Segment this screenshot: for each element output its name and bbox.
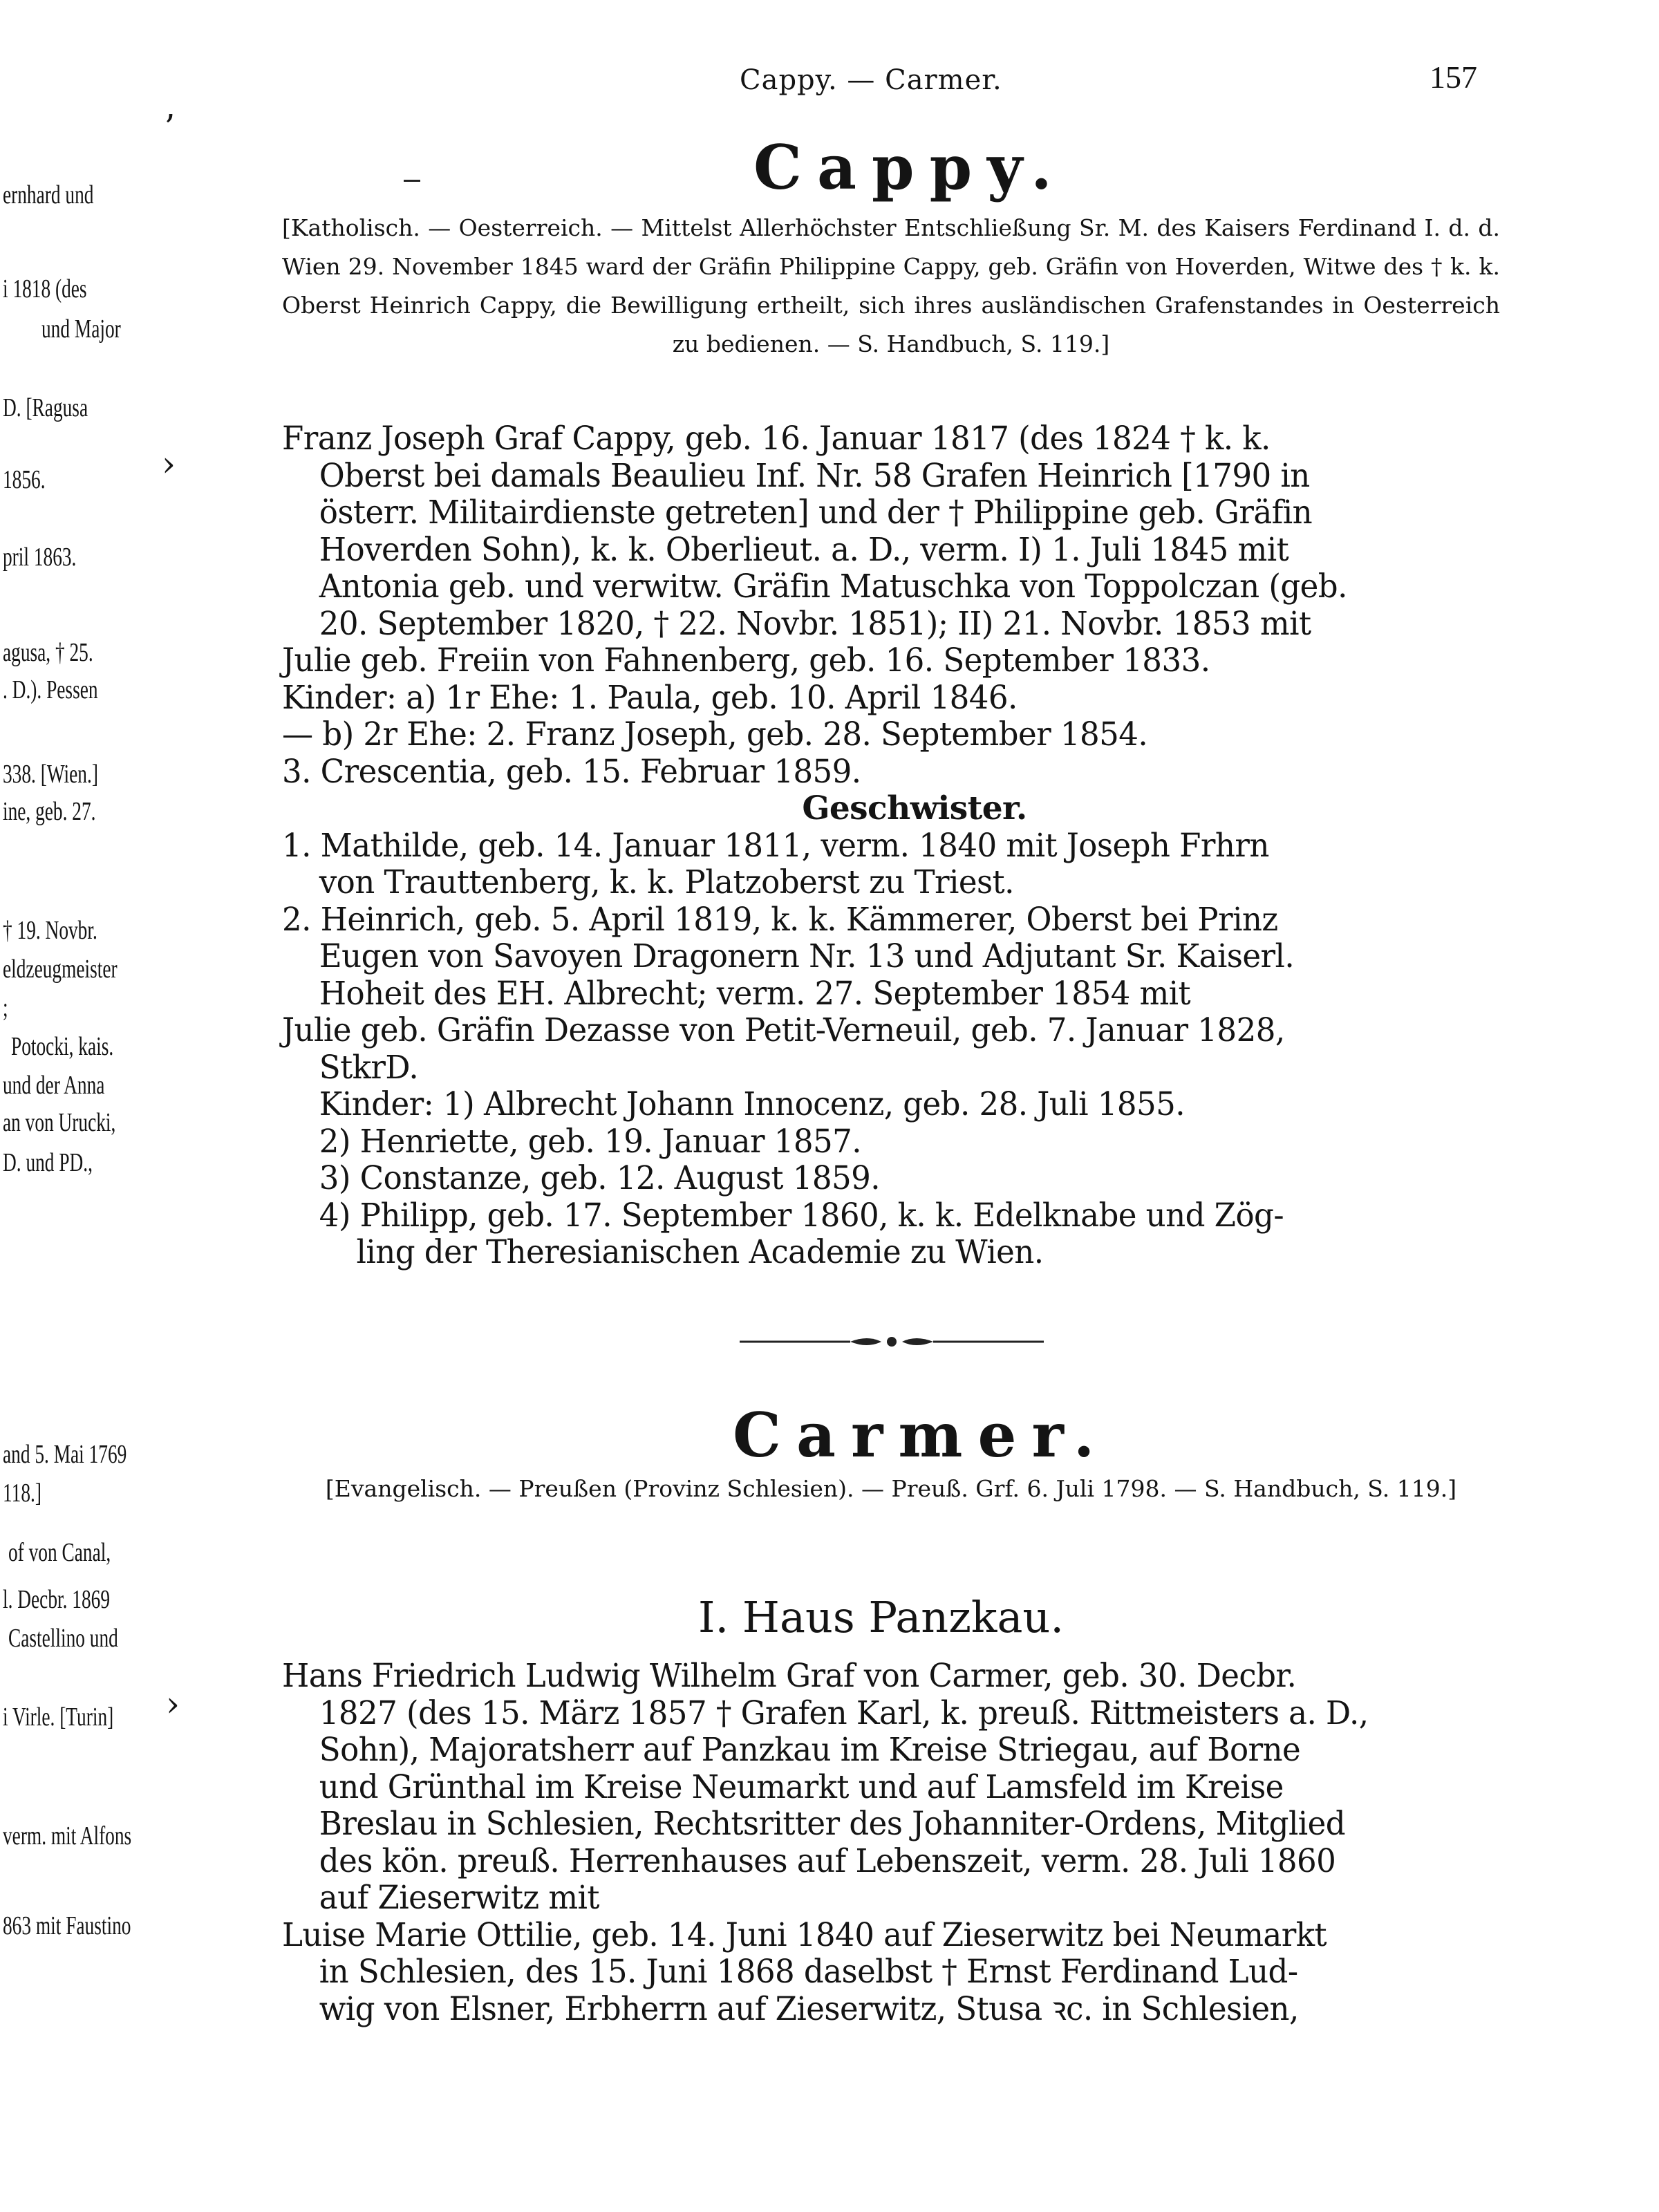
entry-line: Julie geb. Gräfin Dezasse von Petit-Verneuil, geb. 7. Januar 1828, — [282, 1011, 1285, 1049]
margin-fragment: . D.). Pessen — [3, 675, 98, 704]
margin-fragment: eldzeugmeister — [3, 955, 118, 984]
margin-fragment: D. [Ragusa — [3, 393, 88, 422]
house-heading: I. Haus Panzkau. — [698, 1592, 1065, 1642]
entry-line: des kön. preuß. Herrenhauses auf Lebenszeit, verm. 28. Juli 1860 — [319, 1841, 1336, 1880]
entry-line: ling der Theresianischen Academie zu Wien. — [356, 1233, 1044, 1271]
section-heading-geschwister: Geschwister. — [802, 789, 1027, 827]
margin-fragment: Castellino und — [8, 1624, 118, 1653]
margin-fragment: ernhard und — [3, 180, 94, 209]
entry-line: wig von Elsner, Erbherrn auf Zieserwitz, Stusa ꝛc. in Schlesien, — [319, 1989, 1299, 2028]
cappy-notice: [Katholisch. — Oesterreich. — Mittelst Allerhöchster Entschließung Sr. M. des Kaisers Ferdinand I. d. d. Wien 29. November 1845 ward der Gräfin Philippine Cappy, geb. Gräfin von Hoverden, Witwe des † k. k. Oberst Heinrich Cappy, die Bewilligung ertheilt, sich ihres ausländischen Grafenstandes in Oesterreich zu bedienen. — S. Handbuch, S. 119.] — [282, 214, 1500, 357]
margin-fragment: † 19. Novbr. — [3, 916, 97, 945]
cappy-entries — [282, 420, 1506, 1271]
entry-line: 20. September 1820, † 22. Novbr. 1851); II) 21. Novbr. 1853 mit — [319, 604, 1311, 643]
left-margin-fragments — [0, 0, 166, 2212]
entry-line: 1. Mathilde, geb. 14. Januar 1811, verm. 1840 mit Joseph Frhrn — [282, 826, 1269, 865]
entry-line: österr. Militairdienste getreten] und der † Philippine geb. Gräfin — [319, 494, 1313, 532]
entry-line: Oberst bei damals Beaulieu Inf. Nr. 58 Grafen Heinrich [1790 in — [319, 456, 1310, 495]
entry-line: 3. Crescentia, geb. 15. Februar 1859. — [282, 752, 861, 791]
margin-fragment: i 1818 (des — [3, 274, 87, 303]
margin-fragment: ine, geb. 27. — [3, 797, 96, 826]
entry-line: Luise Marie Ottilie, geb. 14. Juni 1840 auf Zieserwitz bei Neumarkt — [282, 1915, 1327, 1954]
entry-line: Breslau in Schlesien, Rechtsritter des Johanniter-Ordens, Mitglied — [319, 1805, 1346, 1843]
margin-fragment: ; — [3, 993, 8, 1022]
family-title-cappy: Cappy. — [753, 131, 1067, 203]
entry-line: Hoverden Sohn), k. k. Oberlieut. a. D., verm. I) 1. Juli 1845 mit — [319, 530, 1289, 569]
entry-line: Franz Joseph Graf Cappy, geb. 16. Januar 1817 (des 1824 † k. k. — [282, 420, 1271, 458]
entry-line: Kinder: 1) Albrecht Johann Innocenz, geb. 28. Juli 1855. — [319, 1085, 1185, 1123]
carmer-entries — [282, 1658, 1506, 2027]
entry-line: Sohn), Majoratsherr auf Panzkau im Kreise Striegau, auf Borne — [319, 1731, 1301, 1769]
margin-mark: › — [162, 444, 176, 484]
entry-line: von Trauttenberg, k. k. Platzoberst zu Triest. — [319, 863, 1014, 901]
entry-line: Kinder: a) 1r Ehe: 1. Paula, geb. 10. April 1846. — [282, 678, 1018, 717]
margin-fragment: Potocki, kais. — [11, 1032, 114, 1061]
entry-line: 3) Constanze, geb. 12. August 1859. — [319, 1159, 881, 1197]
margin-fragment: i Virle. [Turin] — [3, 1703, 114, 1732]
margin-fragment: 338. [Wien.] — [3, 760, 98, 789]
entry-line: — b) 2r Ehe: 2. Franz Joseph, geb. 28. September 1854. — [282, 715, 1148, 753]
entry-line: und Grünthal im Kreise Neumarkt und auf Lamsfeld im Kreise — [319, 1768, 1284, 1806]
entry-line: 1827 (des 15. März 1857 † Grafen Karl, k. preuß. Rittmeisters a. D., — [319, 1694, 1369, 1732]
entry-line: auf Zieserwitz mit — [319, 1879, 599, 1917]
entry-line: Hans Friedrich Ludwig Wilhelm Graf von Carmer, geb. 30. Decbr. — [282, 1657, 1297, 1695]
margin-fragment: und der Anna — [3, 1071, 105, 1100]
entry-line: Antonia geb. und verwitw. Gräfin Matuschka von Toppolczan (geb. — [319, 568, 1347, 606]
margin-fragment: agusa, † 25. — [3, 638, 93, 667]
ornament-divider — [740, 1331, 1044, 1352]
entry-line: Hoheit des EH. Albrecht; verm. 27. September 1854 mit — [319, 974, 1191, 1013]
margin-fragment: l. Decbr. 1869 — [3, 1585, 111, 1614]
margin-fragment: 118.] — [3, 1479, 41, 1508]
entry-line: StkrD. — [319, 1048, 419, 1087]
page-number: 157 — [1430, 59, 1477, 95]
entry-line: 2. Heinrich, geb. 5. April 1819, k. k. Kämmerer, Oberst bei Prinz — [282, 900, 1278, 939]
margin-fragment: 863 mit Faustino — [3, 1911, 131, 1940]
margin-fragment: pril 1863. — [3, 543, 77, 572]
margin-fragment: und Major — [41, 315, 121, 344]
margin-mark: ʼ — [163, 108, 174, 148]
margin-fragment: an von Urucki, — [3, 1108, 116, 1137]
margin-fragment: and 5. Mai 1769 — [3, 1440, 127, 1469]
carmer-notice: [Evangelisch. — Preußen (Provinz Schlesien). — Preuß. Grf. 6. Juli 1798. — S. Handbuch, S. 119.] — [325, 1475, 1457, 1502]
entry-line: Eugen von Savoyen Dragonern Nr. 13 und Adjutant Sr. Kaiserl. — [319, 937, 1295, 975]
entry-line: 4) Philipp, geb. 17. September 1860, k. k. Edelknabe und Zög- — [319, 1196, 1284, 1235]
margin-fragment: D. und PD., — [3, 1148, 93, 1177]
entry-line: in Schlesien, des 15. Juni 1868 daselbst † Ernst Ferdinand Lud- — [319, 1953, 1298, 1991]
entry-line: Julie geb. Freiin von Fahnenberg, geb. 16. September 1833. — [282, 641, 1210, 679]
margin-fragment: of von Canal, — [8, 1538, 111, 1567]
margin-fragment: verm. mit Alfons — [3, 1821, 132, 1850]
margin-mark: › — [166, 1684, 180, 1724]
margin-fragment: 1856. — [3, 465, 46, 494]
running-head: Cappy. — Carmer. — [740, 64, 1002, 96]
family-title-carmer: Carmer. — [733, 1399, 1110, 1471]
entry-line: 2) Henriette, geb. 19. Januar 1857. — [319, 1122, 862, 1161]
rule-dash — [404, 180, 420, 182]
